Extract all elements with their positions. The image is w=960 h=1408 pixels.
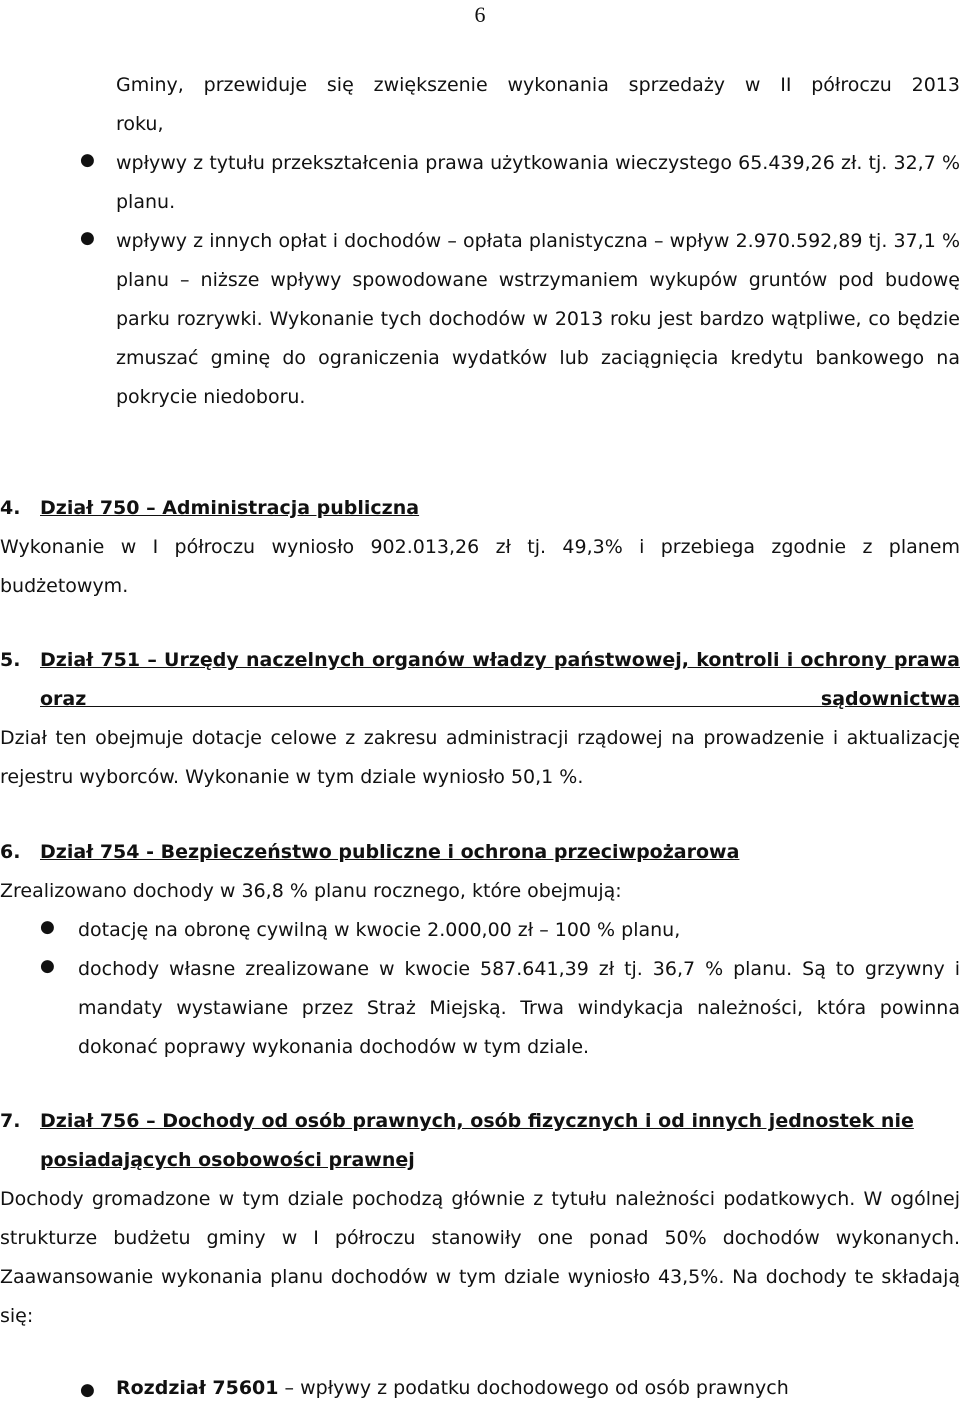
bullet-text: dotację na obronę cywilną w kwocie 2.000,00 zł – 100 % planu,: [78, 919, 681, 941]
section-title: Dział 750 – Administracja publiczna: [40, 497, 420, 519]
bullet-text: – wpływy z podatku dochodowego od osób prawnych: [278, 1377, 789, 1399]
section-title: Dział 756 – Dochody od osób prawnych, osób fizycznych i od innych jednostek nie posiadających osobowości prawnej: [40, 1110, 914, 1171]
intro-bullet-2: [116, 222, 960, 417]
intro-bullet-1-text: wpływy z tytułu przekształcenia prawa użytkowania wieczystego 65.439,26 zł. tj. 32,7 % planu.: [116, 152, 960, 213]
intro-line-1: Gminy, przewiduje się zwiększenie wykonania sprzedaży w II półroczu 2013: [116, 74, 960, 96]
subsection-label: Rozdział 75601: [116, 1377, 279, 1399]
section-number: 4.: [0, 497, 21, 519]
section-number: 5.: [0, 649, 21, 671]
section-body: Dochody gromadzone w tym dziale pochodzą głównie z tytułu należności podatkowych. W ogólnej strukturze budżetu gminy w I półroczu stanowiły one ponad 50% dochodów wykonanych. Zaawansowanie wykonania planu dochodów w tym dziale wyniosło 43,5%. Na dochody te składają się:: [0, 1188, 960, 1327]
section-756-bullet-1: [116, 1369, 960, 1408]
section-body: Dział ten obejmuje dotacje celowe z zakresu administracji rządowej na prowadzenie i aktualizację rejestru wyborców. Wykonanie w tym dziale wyniosło 50,1 %.: [0, 727, 960, 788]
section-754-bullet-1: [78, 911, 960, 950]
section-754-bullet-2: [78, 950, 960, 1067]
bullet-marker: ●: [40, 917, 55, 937]
section-751: [0, 641, 960, 797]
intro-continuation: [116, 66, 960, 144]
section-number: 7.: [0, 1110, 21, 1132]
section-754: [0, 833, 960, 911]
bullet-marker: ●: [80, 1380, 95, 1400]
section-body: Wykonanie w I półroczu wyniosło 902.013,26 zł tj. 49,3% i przebiega zgodnie z planem budżetowym.: [0, 536, 960, 597]
section-title: Dział 751 – Urzędy naczelnych organów władzy państwowej, kontroli i ochrony prawa oraz sądownictwa: [40, 649, 960, 710]
section-750: [0, 489, 960, 606]
bullet-marker: ●: [40, 956, 55, 976]
bullet-marker: ●: [80, 150, 95, 170]
page-number: 6: [474, 2, 486, 27]
section-title: Dział 754 - Bezpieczeństwo publiczne i ochrona przeciwpożarowa: [40, 841, 740, 863]
section-756: [0, 1102, 960, 1336]
intro-line-2: roku,: [116, 113, 164, 135]
section-number: 6.: [0, 841, 21, 863]
bullet-text: dochody własne zrealizowane w kwocie 587.641,39 zł tj. 36,7 % planu. Są to grzywny i mandaty wystawiane przez Straż Miejską. Trwa windykacja należności, która powinna dokonać poprawy wykonania dochodów w tym dziale.: [78, 958, 960, 1058]
section-body: Zrealizowano dochody w 36,8 % planu rocznego, które obejmują:: [0, 880, 622, 902]
intro-bullet-2-text: wpływy z innych opłat i dochodów – opłata planistyczna – wpływ 2.970.592,89 tj. 37,1 % planu – niższe wpływy spowodowane wstrzymaniem wykupów gruntów pod budowę parku rozrywki. Wykonanie tych dochodów w 2013 roku jest bardzo wątpliwe, co będzie zmuszać gminę do ograniczenia wydatków lub zaciągnięcia kredytu bankowego na pokrycie niedoboru.: [116, 230, 960, 408]
bullet-marker: ●: [80, 228, 95, 248]
intro-bullet-1: [116, 144, 960, 222]
